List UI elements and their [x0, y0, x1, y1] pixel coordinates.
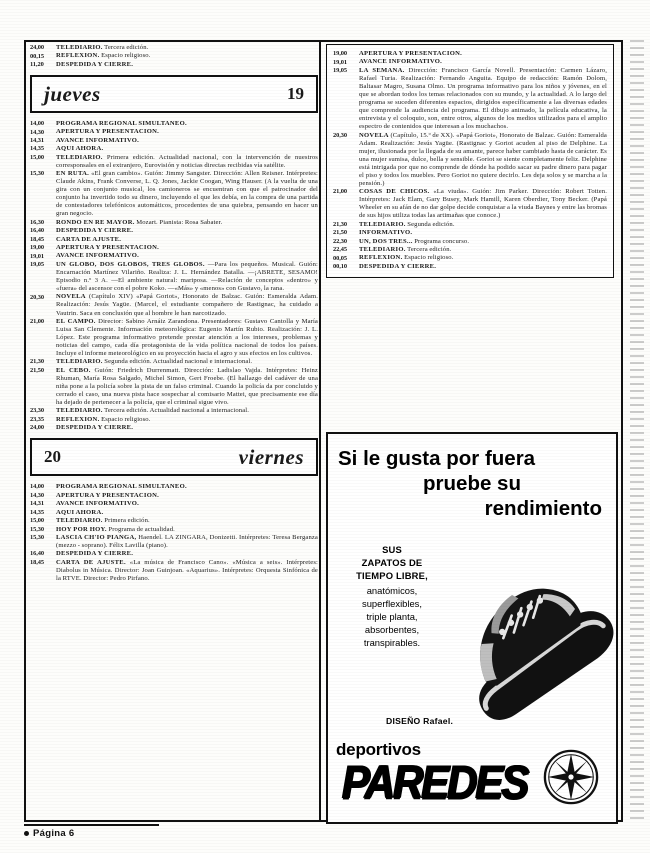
entry-body — [359, 58, 607, 66]
entry-text: Tercera edición. — [405, 245, 452, 253]
entry-body — [56, 61, 318, 69]
entry-title: UN, DOS TRES... — [359, 237, 413, 245]
entry-time: 24,00 — [30, 424, 45, 432]
listing-entry — [30, 52, 318, 60]
listing-entry — [333, 221, 607, 229]
entry-time: 21,00 — [333, 188, 348, 196]
entry-time: 21,00 — [30, 317, 45, 325]
entry-time: 14,35 — [30, 145, 45, 153]
entry-title: RONDO EN RE MAYOR. — [56, 218, 135, 226]
listing-entry — [30, 261, 318, 293]
entry-title: HOY POR HOY. — [56, 525, 107, 533]
entry-title: TELEDIARIO. — [56, 153, 103, 161]
listing-second-channel — [333, 50, 607, 271]
entry-body — [359, 221, 607, 229]
entry-body — [56, 52, 318, 60]
entry-time: 19,05 — [30, 261, 45, 269]
entry-body — [56, 526, 318, 534]
day-name-label: viernes — [238, 444, 304, 469]
entry-body — [56, 252, 318, 260]
entry-body — [359, 238, 607, 246]
entry-title: REFLEXION. — [56, 52, 100, 60]
entry-time: 14,31 — [30, 500, 45, 508]
entry-title: EL CAMPO. — [56, 317, 96, 325]
listing-entry — [30, 120, 318, 128]
entry-body — [56, 120, 318, 128]
listing-entry — [30, 367, 318, 407]
entry-text: Director: Sabino Arnáiz Zarandona. Presentadores: Gustavo Cantolla y María Luisa San Clemente. Información meteorológica: Eugenio Martín Rubio. Realización: J. L. López. Este programa informativo pretende prestar atención a los intereses, problemas y noticias del campo, cada día protagonista de la vida política nacional de todos los países. Incluye el informe meteorológico en su proyección hacia el agro y sus efectos en los cultivos. — [56, 317, 318, 358]
entry-body — [56, 534, 318, 550]
entry-body — [56, 500, 318, 508]
entry-title: NOVELA — [56, 293, 86, 301]
entry-time: 18,45 — [30, 235, 45, 243]
listing-entry — [30, 227, 318, 235]
entry-time: 21,50 — [333, 229, 348, 237]
entry-text: Primera edición. Actualidad nacional, con la intervención de nuestros corresponsales en el extranjero, Eurovisión y noticias directas recibidas vía satélite. — [56, 153, 318, 169]
entry-title: APERTURA Y PRESENTACION. — [56, 128, 160, 136]
entry-title: LASCIA CH'IO PIANGA, — [56, 533, 137, 541]
entry-body — [56, 244, 318, 252]
ad-feature-caption — [336, 543, 448, 583]
listing-entry — [30, 154, 318, 170]
left-column — [30, 44, 318, 583]
entry-body — [56, 219, 318, 227]
entry-body — [56, 424, 318, 432]
ad-brand-category: deportivos — [336, 740, 421, 759]
entry-time: 20,30 — [30, 293, 45, 301]
entry-text: Espacio religioso. — [402, 254, 454, 262]
ad-feature-item: superflexibles, — [362, 597, 422, 609]
listing-entry — [30, 358, 318, 366]
footer-rule — [24, 824, 159, 826]
entry-body — [56, 416, 318, 424]
page-footer — [24, 828, 184, 839]
entry-title: AVANCE INFORMATIVO. — [359, 58, 443, 66]
entry-time: 11,20 — [30, 60, 44, 68]
ad-headline — [328, 434, 616, 525]
entry-text: Guión: Friedrich Durrenmatt. Dirección: Ladislao Vajda. Intérpretes: Heinz Rhuman, María Rosa Salgado, Michel Simon, Gert Froebe. (El hallazgo del cadáver de una niña pone a la policía sobre la pista de un falso criminal. Cuando la policía da por concluido y cerrado el caso, una nueva pista hace sospechar al comisario Mattei, que precisamente ese día ha dejado de pertenecer a la policía, que el criminal sigue vivo. — [56, 366, 318, 406]
entry-time: 16,30 — [30, 218, 45, 226]
listing-entry — [30, 145, 318, 153]
listing-entry — [333, 132, 607, 188]
ad-feature-item: transpirables. — [363, 637, 421, 649]
entry-time: 15,30 — [30, 534, 45, 542]
entry-body — [56, 154, 318, 170]
entry-text: Haendel. LA ZINGARA, Donizetti. Intérpretes: Teresa Berganza (mezzo - soprano). Félix Lavilla (piano). — [56, 533, 318, 550]
listing-entry — [30, 559, 318, 583]
listing-previous-day — [30, 44, 318, 69]
entry-title: PROGRAMA REGIONAL SIMULTANEO. — [56, 120, 187, 128]
entry-body — [56, 227, 318, 235]
listing-entry — [30, 509, 318, 517]
entry-time: 21,30 — [30, 358, 45, 366]
entry-body — [56, 137, 318, 145]
entry-body — [56, 293, 318, 317]
entry-time: 19,01 — [30, 252, 45, 260]
entry-title: UN GLOBO, DOS GLOBOS, TRES GLOBOS. — [56, 260, 205, 268]
page-number-label: Página 6 — [33, 828, 75, 839]
listing-box-second-channel — [326, 44, 614, 278]
listing-entry — [30, 550, 318, 558]
page-border-left — [24, 40, 26, 822]
entry-title: AQUI AHORA. — [56, 145, 104, 153]
listing-friday — [30, 483, 318, 583]
entry-body — [56, 261, 318, 293]
entry-title: REFLEXION. — [359, 254, 403, 262]
entry-title: APERTURA Y PRESENTACION. — [56, 244, 160, 252]
entry-time: 19,05 — [333, 66, 348, 74]
entry-text: «El gran cambio». Guión: Jimmy Sangster. Dirección: Allen Reisner. Intérpretes: Claude Akins, Frank Converse, L. Q. Jones, Jackie Coogan, Wing Hauser. (A la vuelta de una gira con un conjunto musical, los camioneros se encuentran con que el patrocinador del conjunto ha invertido todo su dinero, incluyendo el que les debía, en la compra de una partida de contestadores telefónicos automáticos, procedentes de una quiebra, pensando en hacer un gran negocio. — [56, 170, 319, 218]
listing-entry — [333, 188, 607, 220]
entry-text: Espacio religioso. — [99, 52, 151, 60]
entry-title: NOVELA — [359, 131, 389, 139]
day-name-label: jueves — [44, 81, 101, 106]
listing-entry — [30, 61, 318, 69]
sports-shoe-icon — [446, 527, 616, 742]
entry-title: AVANCE INFORMATIVO. — [56, 500, 140, 508]
ad-feature-item: anatómicos, — [366, 584, 418, 596]
entry-title: TELEDIARIO. — [359, 220, 406, 228]
entry-time: 14,31 — [30, 136, 45, 144]
entry-time: 14,35 — [30, 508, 45, 516]
listing-thursday — [30, 120, 318, 432]
entry-title: REFLEXION. — [56, 415, 100, 423]
entry-body — [56, 550, 318, 558]
entry-time: 23,30 — [30, 407, 45, 415]
entry-title: INFORMATIVO. — [359, 229, 413, 237]
listing-entry — [333, 254, 607, 262]
listing-entry — [333, 58, 607, 66]
entry-time: 22,30 — [333, 237, 348, 245]
entry-time: 20,30 — [333, 131, 348, 139]
entry-title: TELEDIARIO. — [359, 245, 406, 253]
entry-title: AVANCE INFORMATIVO. — [56, 136, 140, 144]
entry-time: 15,30 — [30, 525, 45, 533]
entry-body — [56, 170, 318, 218]
listing-entry — [30, 424, 318, 432]
listing-entry — [30, 44, 318, 52]
entry-time: 21,50 — [30, 366, 45, 374]
ad-feature-caption-line-3: TIEMPO LIBRE, — [356, 570, 428, 582]
entry-body — [56, 236, 318, 244]
entry-title: APERTURA Y PRESENTACION. — [359, 50, 463, 57]
entry-body — [56, 358, 318, 366]
entry-title: DESPEDIDA Y CIERRE. — [56, 550, 134, 558]
ad-headline-line-2: pruebe su — [423, 472, 521, 495]
day-banner-friday — [30, 438, 318, 476]
entry-title: TELEDIARIO. — [56, 358, 103, 366]
ad-feature-item: triple planta, — [366, 611, 418, 623]
entry-title: EN RUTA. — [56, 170, 90, 178]
entry-body — [56, 318, 318, 358]
entry-text: (Capítulo, 15.º de XX). «Papá Goriot», Honorato de Balzac. Guión: Esmeralda Adam. Realización: Jesús Yagüe. (Rastignac y Goriot acuden al piso de Delphine. La mujer, ilusionada por la llegada de su amante, parece haber cambiado hasta de carácter. Es una mujer sumisa, dulce, bella y sensible. Goriot se siente completamente feliz. Delphine está intrigada por que no comprende de dónde ha podido sacar su padre dinero para pagar el piso y todos los muebles. Pero Goriot no quiere decirlo. Les deja solos y se marcha a la pensión.) — [359, 131, 607, 187]
ad-headline-line-3: rendimiento — [484, 497, 602, 520]
bullet-icon — [24, 831, 29, 836]
entry-text: Primera edición. — [102, 517, 150, 525]
entry-text: Tercera edición. Actualidad nacional a internacional. — [102, 407, 250, 415]
entry-time: 00,15 — [30, 52, 45, 60]
entry-title: DESPEDIDA Y CIERRE. — [56, 227, 134, 235]
page-border-right — [621, 40, 623, 822]
listing-entry — [30, 293, 318, 317]
listing-entry — [333, 67, 607, 131]
entry-body — [359, 67, 607, 131]
entry-body — [359, 188, 607, 220]
entry-body — [56, 44, 318, 52]
entry-time: 00,10 — [333, 262, 348, 270]
entry-time: 18,45 — [30, 558, 45, 566]
listing-entry — [333, 50, 607, 58]
entry-title: TELEDIARIO. — [56, 407, 103, 415]
ad-feature-caption-line-2: ZAPATOS DE — [361, 557, 423, 569]
listing-entry — [30, 137, 318, 145]
entry-time: 23,35 — [30, 415, 45, 423]
listing-entry — [30, 483, 318, 491]
entry-title: TELEDIARIO. — [56, 517, 103, 525]
listing-entry — [333, 229, 607, 237]
listing-entry — [333, 238, 607, 246]
listing-entry — [30, 416, 318, 424]
entry-title: EL CEBO. — [56, 366, 91, 374]
entry-title: DESPEDIDA Y CIERRE. — [359, 262, 437, 270]
entry-text: Tercera edición. — [102, 44, 149, 51]
page-binding-edge — [630, 40, 644, 822]
ad-feature-item: absorbentes, — [364, 624, 420, 636]
entry-time: 16,40 — [30, 550, 45, 558]
entry-title: CARTA DE AJUSTE. — [56, 558, 126, 566]
entry-text: «La música de Francisco Cano». «Música a seis». Intérpretes: Diabolus in Música. Director: Joan Guinjoan. «Aquarius». Intérpretes: Orquesta Sinfónica de la RTVE. Director: Pedro Pirfano. — [56, 558, 318, 582]
listing-entry — [30, 219, 318, 227]
advertisement-paredes — [326, 432, 618, 824]
listing-entry — [30, 534, 318, 550]
listing-entry — [30, 236, 318, 244]
entry-time: 22,45 — [333, 246, 348, 254]
entry-body — [56, 145, 318, 153]
entry-time: 19,00 — [333, 50, 348, 58]
listing-entry — [333, 246, 607, 254]
compass-star-logo-icon — [542, 748, 600, 806]
entry-text: (Capítulo XIV) «Papá Goriot», Honorato de Balzac. Guión: Esmeralda Adam. Realización: Jesús Yagüe. (Marcel, el estudiante compañero de Rastignac, ha cuidado a Vautrin. Saca en conclusión que al hombre le han narcotizado. — [56, 293, 318, 317]
entry-body — [359, 246, 607, 254]
entry-time: 15,00 — [30, 153, 45, 161]
entry-body — [56, 128, 318, 136]
listing-entry — [30, 318, 318, 358]
ad-feature-caption-line-1: SUS — [382, 544, 402, 555]
right-column — [326, 44, 614, 278]
ad-brand-name: PAREDES — [342, 756, 528, 809]
entry-time: 19,01 — [333, 58, 348, 66]
entry-time: 21,30 — [333, 220, 348, 228]
ad-features-items — [336, 584, 448, 650]
entry-title: TELEDIARIO. — [56, 44, 103, 51]
entry-time: 24,00 — [30, 44, 45, 52]
listing-entry — [30, 517, 318, 525]
entry-text: —Para los pequeños. Musical. Guión: Encarnación Martínez Vilariño. Realiza: J. L. Hernández Batalla. —¡ABRETE, SESAMO! Episodio n.º 3 A. —El ambiente natural: mariposa. —Relación de conceptos «dentro» y «fuera» del ascensor con el pobre Koko. —«Más» y «menos» con Gustavo, la rana. — [56, 260, 318, 293]
entry-text: Programa de actualidad. — [106, 525, 175, 533]
entry-time: 00,05 — [333, 254, 348, 262]
listing-entry — [30, 170, 318, 218]
entry-body — [56, 559, 318, 583]
entry-text: Programa concurso. — [412, 237, 470, 245]
ad-headline-line-1: Si le gusta por fuera — [338, 447, 536, 470]
entry-title: AQUI AHORA. — [56, 508, 104, 516]
page-border-top — [24, 40, 623, 42]
page-border-middle — [319, 40, 321, 822]
entry-title: LA SEMANA. — [359, 66, 405, 74]
entry-time: 14,00 — [30, 120, 45, 128]
entry-text: Dirección: Francisco García Novell. Presentación: Carmen Lázaro, Rafael Turia. Realización: Fernando Anguita. Equipo de redacción: Ramón Dolom, Baltasar Magro, Susana Olmo. Un programa informativo para los niños y jóvenes, en el que se abordan todos los temas relacionados con su mundo, y la actualidad. A lo largo del programa se suceden diferentes espacios, dirigidos específicamente a las diversas edades que comprende la audiencia del programa. El dibujo animado, la película educativa, la entrevista y el coloquio, son, entre otros, algunos de los medios utilizados para el amplio espectro de contenidos que interesan a los muchachos. — [359, 66, 608, 131]
listing-entry — [30, 128, 318, 136]
entry-time: 16,40 — [30, 227, 45, 235]
entry-body — [56, 509, 318, 517]
listing-entry — [30, 526, 318, 534]
entry-title: DESPEDIDA Y CIERRE. — [56, 424, 134, 432]
entry-text: Segunda edición. Actualidad nacional e internacional. — [102, 358, 253, 366]
entry-title: DESPEDIDA Y CIERRE. — [56, 60, 134, 68]
entry-body — [56, 517, 318, 525]
entry-title: CARTA DE AJUSTE. — [56, 235, 122, 243]
entry-body — [359, 263, 607, 271]
entry-time: 14,30 — [30, 128, 45, 136]
entry-text: Segunda edición. — [405, 220, 455, 228]
day-number-label: 20 — [44, 447, 61, 467]
entry-body — [359, 254, 607, 262]
listing-entry — [30, 407, 318, 415]
entry-time: 14,30 — [30, 491, 45, 499]
day-number-label: 19 — [287, 84, 304, 104]
entry-title: APERTURA Y PRESENTACION. — [56, 491, 160, 499]
listing-entry — [30, 244, 318, 252]
listing-entry — [30, 252, 318, 260]
entry-title: AVANCE INFORMATIVO. — [56, 252, 140, 260]
entry-body — [56, 492, 318, 500]
entry-time: 19,00 — [30, 244, 45, 252]
listing-entry — [30, 492, 318, 500]
entry-text: Espacio religioso. — [99, 415, 151, 423]
entry-time: 14,00 — [30, 483, 45, 491]
entry-body — [56, 367, 318, 407]
ad-feature-list — [336, 543, 448, 650]
entry-body — [56, 483, 318, 491]
ad-body — [328, 525, 616, 757]
listing-entry — [333, 263, 607, 271]
entry-body — [359, 132, 607, 188]
entry-time: 15,00 — [30, 517, 45, 525]
entry-text: Mozart. Pianista: Rosa Sabater. — [134, 218, 223, 226]
entry-title: COSAS DE CHICOS. — [359, 188, 430, 196]
entry-body — [359, 50, 607, 58]
entry-time: 15,30 — [30, 170, 45, 178]
entry-text: «La viuda». Guión: Jim Parker. Dirección: Robert Totten. Intérpretes: Jack Elam, Gary Busey, Mark Hamill, Karen Oberdier, Tony Becker. (Papá Wheeler en su afán de no dar golpe decide conquistar a la viuda Baynes y entre las bromas de sus hijos utiliza todas las artimañas que conoce.) — [359, 188, 607, 220]
entry-body — [56, 407, 318, 415]
day-banner-thursday — [30, 75, 318, 113]
ad-design-credit: DISEÑO Rafael. — [386, 716, 454, 726]
listing-entry — [30, 500, 318, 508]
entry-body — [359, 229, 607, 237]
entry-title: PROGRAMA REGIONAL SIMULTANEO. — [56, 483, 187, 491]
